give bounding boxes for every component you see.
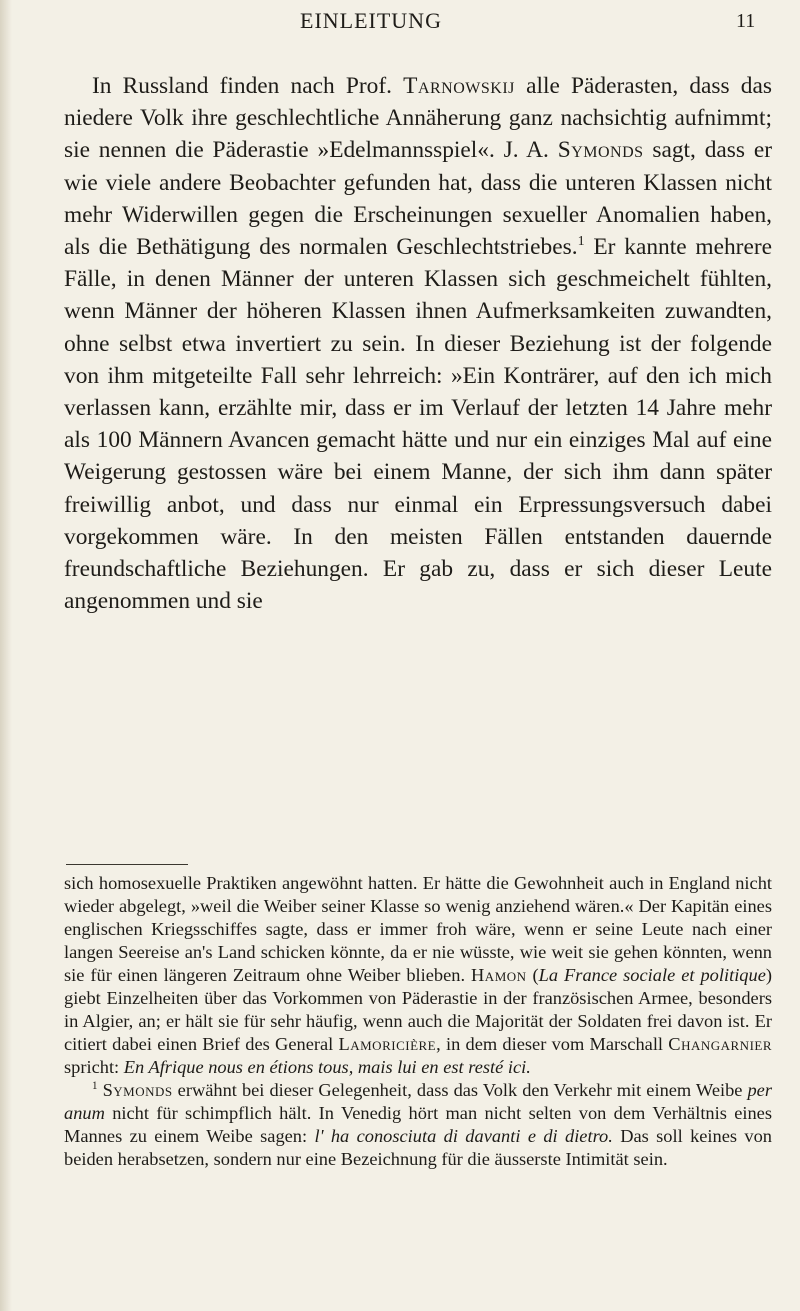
text-run: , in dem dieser vom Marschall xyxy=(436,1034,669,1054)
person-name: Lamoricière xyxy=(338,1034,437,1054)
footnote-reference: 1 xyxy=(577,233,585,250)
italian-quote: l' ha conosciuta di davanti e di dietro. xyxy=(314,1126,613,1146)
author-name: Hamon xyxy=(471,965,527,985)
person-name: Changarnier xyxy=(668,1034,773,1054)
text-run: erwähnt bei dieser Gelegenheit, dass das Volk den Verkehr mit einem Weibe xyxy=(172,1080,748,1100)
footnote-separator xyxy=(66,864,188,865)
body-paragraph xyxy=(64,70,772,617)
book-title: La France sociale et politique xyxy=(538,965,766,985)
author-name: Symonds xyxy=(102,1080,173,1100)
author-name: Symonds xyxy=(557,137,644,164)
text-run: Das soll keines von beiden herabsetzen, sondern nur eine Bezeichnung für die äusserste Intimität sein. xyxy=(64,1126,773,1169)
running-title: EINLEITUNG xyxy=(300,8,442,33)
author-name: Tarnowskij xyxy=(403,73,515,99)
latin-phrase: per anum xyxy=(64,1080,772,1123)
page-number: 11 xyxy=(736,10,756,32)
text-run: Er kannte mehrere Fälle, in denen Männer der unteren Klassen sich geschmeichelt fühlten, wenn Männer der höheren Klassen ihnen Aufmerksamkeiten zuwandten, ohne selbst etwa invertiert zu sein. In dieser Beziehung ist der folgende von ihm mitgeteilte Fall sehr lehrreich: »Ein Konträrer, auf den ich mich verlassen kann, erzählte mir, dass er im Verlauf der letzten 14 Jahre mehr als 100 Männern Avancen gemacht hätte und nur ein einziges Mal auf eine Weigerung gestossen wäre bei einem Manne, der sich ihm dann später freiwillig anbot, und dass nur einmal ein Erpressungsversuch dabei vorgekommen wäre. In den meisten Fällen entstanden dauernde freundschaftliche Beziehungen. Er gab zu, dass er sich dieser Leute angenommen und sie xyxy=(64,234,772,615)
text-run: sagt, dass er wie viele andere Beobachter gefunden hat, dass die unteren Klassen nicht mehr Widerwillen gegen die Erscheinungen sexueller Anomalien haben, als die Bethätigung des normalen Geschlechtstriebes. xyxy=(64,137,772,261)
text-run: spricht: xyxy=(64,1057,124,1077)
text-run: alle Päderasten, dass das niedere Volk ihre geschlechtliche Annäherung ganz nachsichtig aufnimmt; sie nennen die Päderastie »Edelmannsspiel«. J. A. xyxy=(64,73,772,164)
text-run: nicht für schimpflich hält. In Venedig hört man nicht selten von dem Verhältnis eines Mannes zu einem Weibe sagen: xyxy=(64,1103,772,1146)
main-text xyxy=(64,70,772,617)
footnote-continuation xyxy=(64,872,772,1079)
footnotes xyxy=(64,872,772,1171)
french-quote: En Afrique nous en étions tous, mais lui en est resté ici. xyxy=(123,1057,531,1077)
footnote-marker: 1 xyxy=(92,1079,98,1092)
running-header xyxy=(0,8,800,48)
text-run: ) xyxy=(765,965,772,985)
text-run: sich homosexuelle Praktiken angewöhnt hatten. Er hätte die Gewohnheit auch in England nicht wieder abgelegt, »weil die Weiber seiner Klasse so wenig anziehend wären.« Der Kapitän eines englischen Kriegsschiffes sagte, dass er immer froh wäre, wenn er seine Leute nach einer langen Seereise an's Land schicken könnte, da er nie wüsste, wie weit sie gehen könnten, wenn sie für einen längeren Zeitraum ohne Weiber blieben. xyxy=(64,873,772,985)
text-run: ( xyxy=(526,965,539,985)
page-binding-shadow xyxy=(0,0,12,1311)
text-run: giebt Einzelheiten über das Vorkommen von Päderastie in der französischen Armee, besonders in Algier, an; er hält sie für sehr häufig, wenn auch die Majorität der Soldaten frei davon ist. Er citiert dabei einen Brief des General xyxy=(64,988,772,1054)
footnote-1 xyxy=(64,1079,772,1171)
text-run: In Russland finden nach Prof. xyxy=(92,73,404,99)
